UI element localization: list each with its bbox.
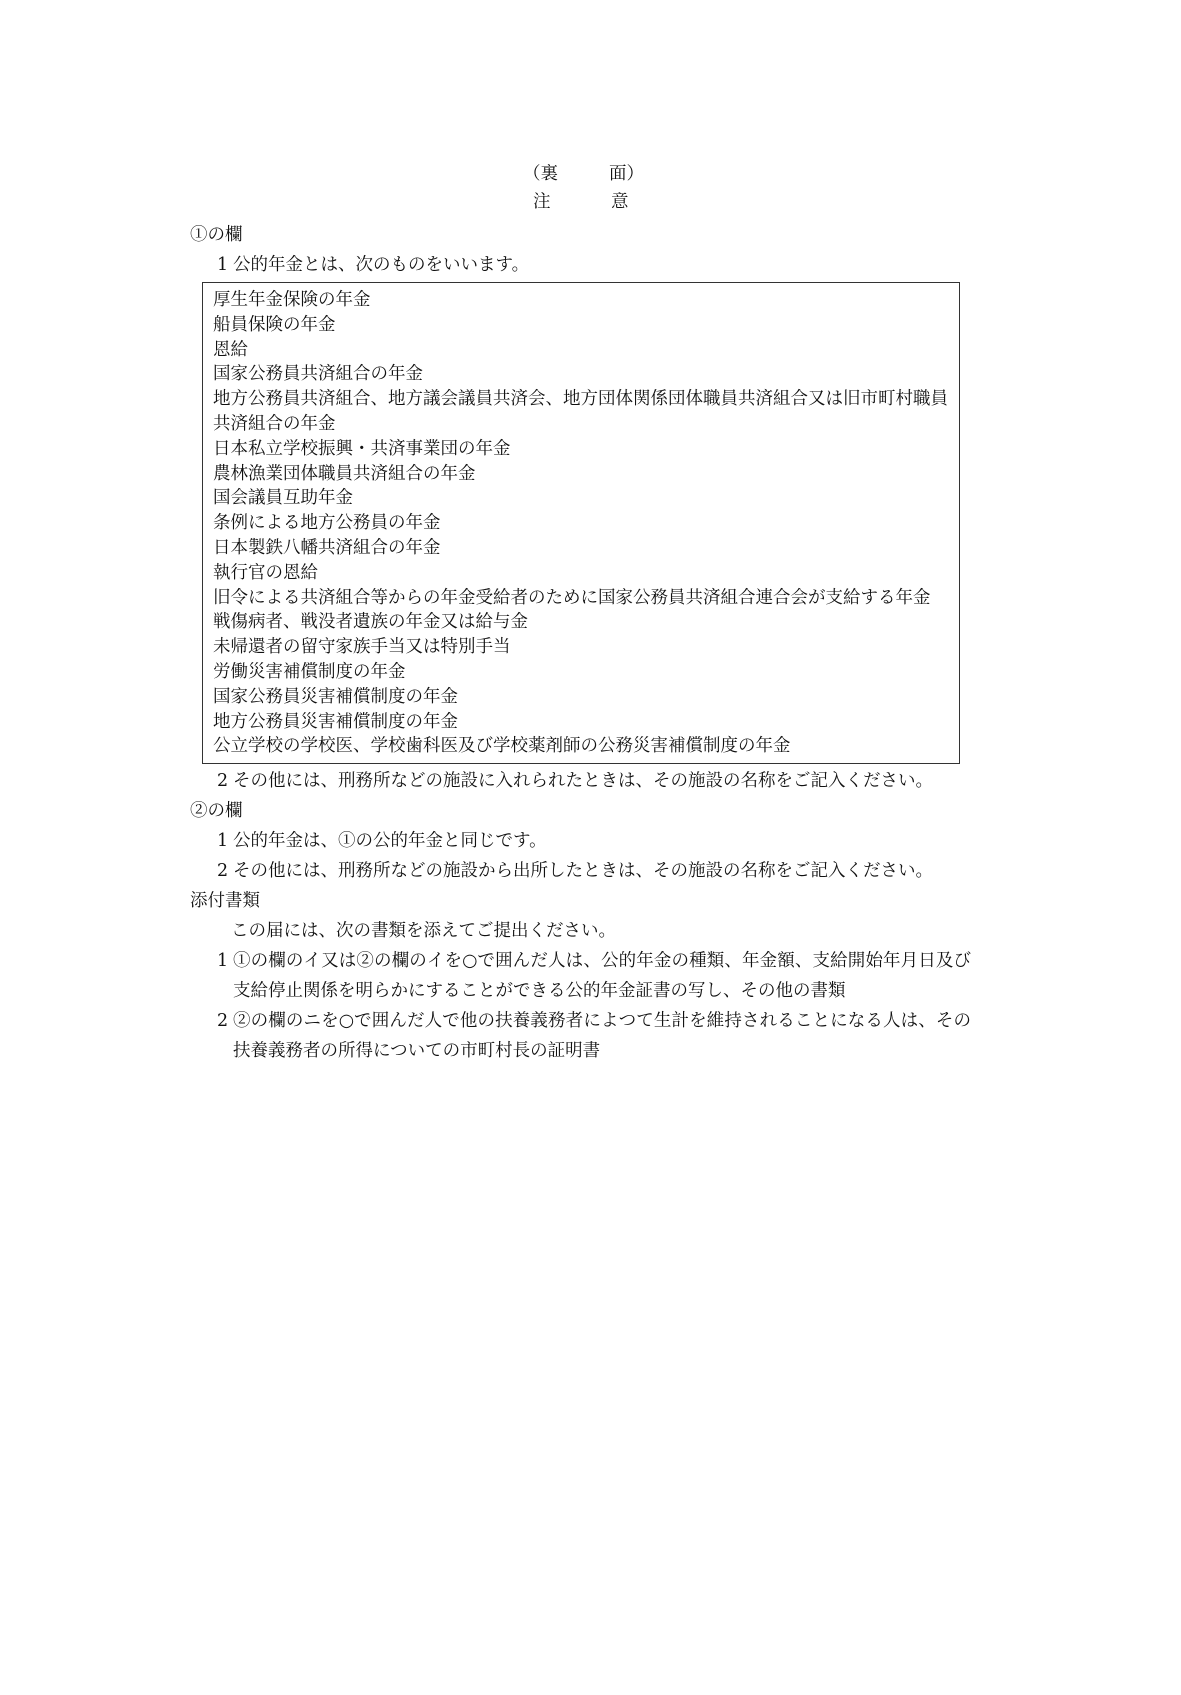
section1-item2-text: その他には、刑務所などの施設に入れられたときは、その施設の名称をご記入ください。 (233, 771, 933, 792)
pension-list-item: 戦傷病者、戦没者遺族の年金又は給与金 (213, 612, 528, 633)
section1-item2 (191, 766, 971, 796)
pension-list-item: 国会議員互助年金 (213, 488, 353, 509)
notice-heading-right: 意 (611, 192, 629, 212)
section1-item1-number: 1 (217, 255, 229, 275)
section1-item1 (191, 250, 971, 280)
pension-list-item: 公立学校の学校医、学校歯科医及び学校薬剤師の公務災害補償制度の年金 (213, 736, 791, 757)
pension-list-item: 国家公務員災害補償制度の年金 (213, 686, 458, 707)
pension-list-item: 旧令による共済組合等からの年金受給者のために国家公務員共済組合連合会が支給する年金 (213, 587, 931, 608)
document-page (191, 160, 971, 1066)
section2-item1 (191, 826, 971, 856)
attachments-item1-number: 1 (217, 951, 229, 972)
attachments-item2-text: ②の欄のニを○で囲んだ人で他の扶養義務者によつて生計を維持されることになる人は、その扶養義務者の所得についての市町村長の証明書 (233, 1011, 971, 1062)
side-heading-right: 面） (609, 164, 644, 184)
section1-item1-text: 公的年金とは、次のものをいいます。 (233, 255, 530, 275)
section1-title: ①の欄 (190, 225, 243, 245)
side-heading-left: （裏 (523, 164, 558, 184)
section2-item2 (191, 856, 971, 886)
section2-title: ②の欄 (190, 801, 243, 822)
pension-list-box (202, 282, 960, 764)
section2-item1-text: 公的年金は、①の公的年金と同じです。 (233, 831, 547, 852)
pension-list-item: 執行官の恩給 (213, 562, 318, 583)
pension-list-item: 恩給 (213, 339, 248, 360)
section2-item1-number: 1 (217, 831, 229, 852)
pension-list-item: 日本製鉄八幡共済組合の年金 (213, 537, 441, 558)
section2-item2-number: 2 (217, 861, 229, 882)
pension-list-item: 農林漁業団体職員共済組合の年金 (213, 463, 476, 484)
notice-heading (191, 188, 971, 216)
attachments-item1 (191, 946, 971, 1006)
pension-list-item: 地方公務員災害補償制度の年金 (213, 711, 458, 732)
section1-item2-number: 2 (217, 771, 229, 792)
pension-list-item: 未帰還者の留守家族手当又は特別手当 (213, 637, 511, 658)
pension-list-item: 地方公務員共済組合、地方議会議員共済会、地方団体関係団体職員共済組合又は旧市町村職員共済組合の年金 (213, 389, 948, 434)
pension-list-item: 条例による地方公務員の年金 (213, 513, 441, 534)
attachments-item1-text: ①の欄のイ又は②の欄のイを○で囲んだ人は、公的年金の種類、年金額、支給開始年月日及び支給停止関係を明らかにすることができる公的年金証書の写し、その他の書類 (233, 951, 971, 1002)
attachments-title: 添付書類 (190, 891, 260, 912)
section2-item2-text: その他には、刑務所などの施設から出所したときは、その施設の名称をご記入ください。 (233, 861, 933, 882)
notice-heading-left: 注 (533, 192, 551, 212)
attachments-item2-number: 2 (217, 1011, 229, 1032)
attachments-intro: この届には、次の書類を添えてご提出ください。 (231, 921, 616, 942)
pension-list-item: 労働災害補償制度の年金 (213, 661, 406, 682)
pension-list-item: 厚生年金保険の年金 (213, 290, 371, 310)
side-heading (191, 160, 971, 188)
pension-list-item: 船員保険の年金 (213, 314, 336, 335)
pension-list-item: 国家公務員共済組合の年金 (213, 364, 423, 385)
attachments-item2 (191, 1006, 971, 1066)
pension-list-item: 日本私立学校振興・共済事業団の年金 (213, 438, 511, 459)
